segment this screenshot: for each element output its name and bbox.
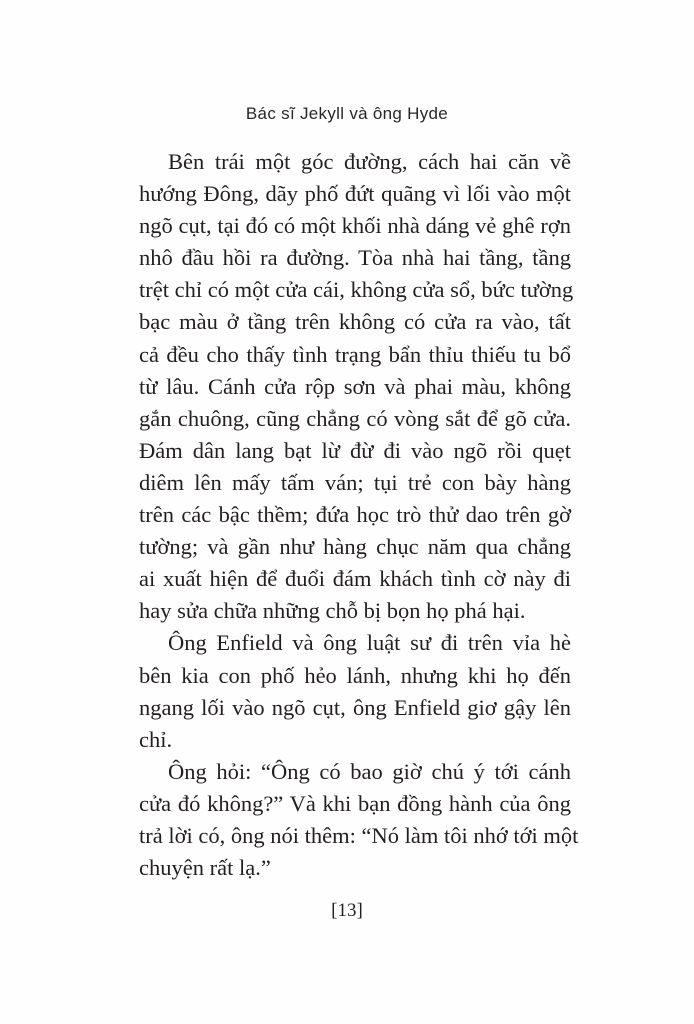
- text-line: trả lời có, ông nói thêm: “Nó làm tôi nhớ tới một: [139, 822, 579, 848]
- text-line: bạc màu ở tầng trên không có cửa ra vào, tất: [139, 309, 571, 335]
- paragraph-2: [139, 627, 571, 755]
- text-line: chuyện rất lạ.”: [139, 855, 271, 881]
- text-line: hướng Đông, dãy phố đứt quãng vì lối vào một: [139, 181, 571, 207]
- text-line: diêm lên mấy tấm ván; tụi trẻ con bày hàng: [139, 469, 571, 495]
- text-line: bên kia con phố hẻo lánh, nhưng khi họ đến: [139, 662, 571, 688]
- text-line: ai xuất hiện để đuổi đám khách tình cờ này đi: [139, 566, 571, 592]
- text-line: ngang lối vào ngõ cụt, ông Enfield giơ gậy lên: [139, 694, 571, 720]
- text-line: từ lâu. Cánh cửa rộp sơn và phai màu, không: [139, 373, 571, 399]
- paragraph-3: [139, 756, 579, 884]
- text-line: cửa đó không?” Và khi bạn đồng hành của ông: [139, 790, 571, 816]
- running-head: Bác sĩ Jekyll và ông Hyde: [245, 104, 449, 123]
- text-line: gắn chuông, cũng chẳng có vòng sắt để gõ cửa.: [139, 405, 571, 431]
- text-line: cả đều cho thấy tình trạng bẩn thỉu thiếu tu bổ: [139, 341, 571, 367]
- page-number: [13]: [331, 900, 363, 921]
- text-line: trệt chỉ có một cửa cái, không cửa sổ, bức tường: [139, 277, 574, 303]
- text-line: ngõ cụt, tại đó có một khối nhà dáng vẻ ghê rợn: [139, 213, 571, 239]
- text-line: Ông hỏi: “Ông có bao giờ chú ý tới cánh: [168, 758, 571, 784]
- text-line: trên các bậc thềm; đứa học trò thử dao trên gờ: [139, 502, 571, 528]
- text-line: Đám dân lang bạt lừ đừ đi vào ngõ rồi quẹt: [139, 437, 571, 463]
- text-line: Bên trái một góc đường, cách hai căn về: [168, 149, 571, 174]
- body-text: [139, 146, 579, 884]
- text-line: tường; và gần như hàng chục năm qua chẳng: [139, 534, 571, 560]
- text-line: hay sửa chữa những chỗ bị bọn họ phá hại.: [139, 598, 526, 624]
- text-line: chỉ.: [139, 726, 173, 752]
- paragraph-1: [139, 146, 574, 627]
- text-line: Ông Enfield và ông luật sư đi trên vỉa hè: [168, 630, 571, 656]
- text-line: nhô đầu hồi ra đường. Tòa nhà hai tầng, tầng: [139, 245, 571, 271]
